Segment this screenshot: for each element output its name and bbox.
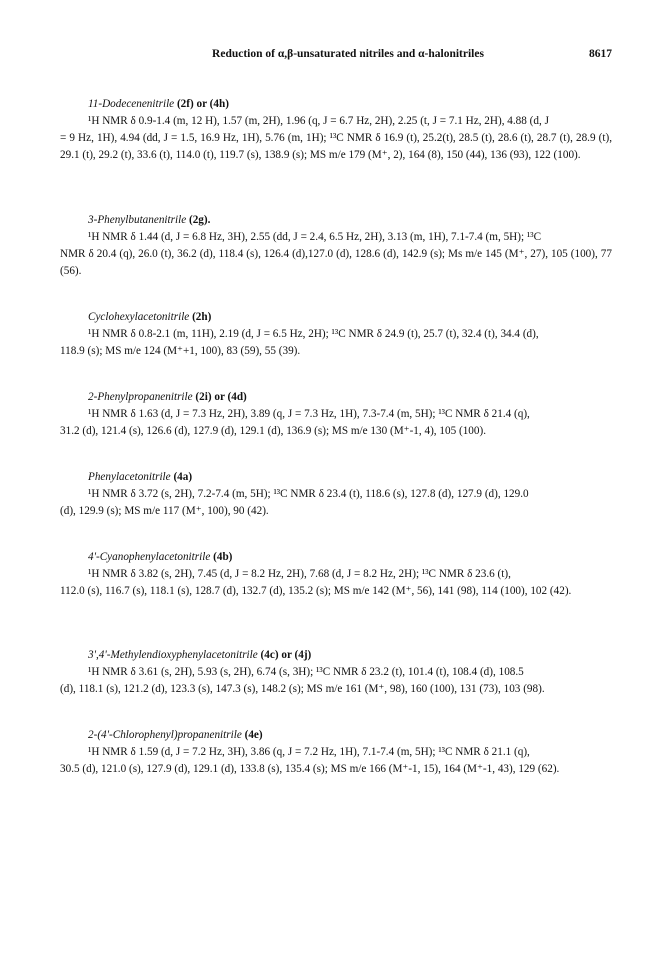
compound-entry-2i (60, 389, 612, 440)
spectral-data-line: ¹H NMR δ 3.72 (s, 2H), 7.2-7.4 (m, 5H); ¹³C NMR δ 23.4 (t), 118.6 (s), 127.8 (d), 127.9 (d), 129.0 (88, 488, 529, 500)
compound-name: 11-Dodecenenitrile (88, 98, 175, 110)
spectral-data-line: ¹H NMR δ 3.61 (s, 2H), 5.93 (s, 2H), 6.74 (s, 3H); ¹³C NMR δ 23.2 (t), 101.4 (t), 108.4 (d), 108.5 (88, 666, 524, 678)
running-title: Reduction of α,β-unsaturated nitriles and α-halonitriles (212, 48, 484, 60)
compound-label: (2g). (188, 214, 211, 226)
spectral-data-line: ¹H NMR δ 0.8-2.1 (m, 11H), 2.19 (d, J = 6.5 Hz, 2H); ¹³C NMR δ 24.9 (t), 25.7 (t), 32.4 (t), 34.4 (d), (88, 328, 539, 340)
compound-entry-4a (60, 469, 612, 520)
running-header (84, 48, 612, 64)
spectral-data-line: ¹H NMR δ 1.44 (d, J = 6.8 Hz, 3H), 2.55 (dd, J = 2.4, 6.5 Hz, 2H), 3.13 (m, 1H), 7.1-7.4 (m, 5H); ¹³C (88, 231, 542, 243)
compound-label: (4a) (173, 471, 193, 483)
compound-label: (2h) (192, 311, 212, 323)
compound-name: 3',4'-Methylendioxyphenylacetonitrile (88, 649, 258, 661)
compound-entry-4c (60, 647, 612, 698)
spectral-data-line: ¹H NMR δ 1.63 (d, J = 7.3 Hz, 2H), 3.89 (q, J = 7.3 Hz, 1H), 7.3-7.4 (m, 5H); ¹³C NMR δ 21.4 (q), (88, 408, 530, 420)
spectral-data: NMR δ 20.4 (q), 26.0 (t), 36.2 (d), 118.4 (s), 126.4 (d),127.0 (d), 128.6 (d), 142.9 (s); Ms m/e 145 (M⁺, 27), 105 (100), 77 (56). (60, 248, 612, 277)
spectral-data: = 9 Hz, 1H), 4.94 (dd, J = 1.5, 16.9 Hz, 1H), 5.76 (m, 1H); ¹³C NMR δ 16.9 (t), 25.2(t), 28.5 (t), 28.6 (t), 28.7 (t), 28.9 (t), 29.1 (t), 29.2 (t), 33.6 (t), 114.0 (t), 119.7 (s), 138.9 (s); MS m/e 179 (M⁺, 2), 164 (8), 150 (44), 136 (93), 122 (100). (60, 132, 612, 161)
compound-name: 2-Phenylpropanenitrile (88, 391, 193, 403)
spectral-data-line: ¹H NMR δ 1.59 (d, J = 7.2 Hz, 3H), 3.86 (q, J = 7.2 Hz, 1H), 7.1-7.4 (m, 5H); ¹³C NMR δ 21.1 (q), (88, 746, 530, 758)
page-number: 8617 (589, 48, 612, 60)
spectral-data-line: ¹H NMR δ 0.9-1.4 (m, 12 H), 1.57 (m, 2H), 1.96 (q, J = 6.7 Hz, 2H), 2.25 (t, J = 7.1 Hz, 2H), 4.88 (d, J (88, 115, 549, 127)
spectral-data: 31.2 (d), 121.4 (s), 126.6 (d), 127.9 (d), 129.1 (d), 136.9 (s); MS m/e 130 (M⁺-1, 4), 105 (100). (60, 425, 487, 437)
spectral-data: (d), 118.1 (s), 121.2 (d), 123.3 (s), 147.3 (s), 148.2 (s); MS m/e 161 (M⁺, 98), 160 (100), 131 (73), 103 (98). (60, 683, 545, 695)
compound-entry-2h (60, 309, 612, 360)
compound-label: (2i) or (4d) (195, 391, 247, 403)
compound-entry-4b (60, 549, 612, 600)
compound-entry-2f (60, 96, 612, 164)
compound-name: 4'-Cyanophenylacetonitrile (88, 551, 211, 563)
compound-label: (4b) (213, 551, 233, 563)
compound-entry-4e (60, 727, 612, 778)
compound-label: (4c) or (4j) (260, 649, 312, 661)
compound-name: 3-Phenylbutanenitrile (88, 214, 187, 226)
spectral-data-line: ¹H NMR δ 3.82 (s, 2H), 7.45 (d, J = 8.2 Hz, 2H), 7.68 (d, J = 8.2 Hz, 2H); ¹³C NMR δ 23.6 (t), (88, 568, 511, 580)
compound-name: Phenylacetonitrile (88, 471, 171, 483)
spectral-data: 30.5 (d), 121.0 (s), 127.9 (d), 129.1 (d), 133.8 (s), 135.4 (s); MS m/e 166 (M⁺-1, 15), 164 (M⁺-1, 43), 129 (62). (60, 763, 560, 775)
compound-label: (2f) or (4h) (176, 98, 229, 110)
compound-name: 2-(4'-Chlorophenyl)propanenitrile (88, 729, 242, 741)
spectral-data: 118.9 (s); MS m/e 124 (M⁺+1, 100), 83 (59), 55 (39). (60, 345, 301, 357)
spectral-data: 112.0 (s), 116.7 (s), 118.1 (s), 128.7 (d), 132.7 (d), 135.2 (s); MS m/e 142 (M⁺, 56), 141 (98), 114 (100), 102 (42). (60, 585, 572, 597)
spectral-data: (d), 129.9 (s); MS m/e 117 (M⁺, 100), 90 (42). (60, 505, 269, 517)
compound-entry-2g (60, 212, 612, 280)
compound-label: (4e) (244, 729, 263, 741)
compound-name: Cyclohexylacetonitrile (88, 311, 190, 323)
